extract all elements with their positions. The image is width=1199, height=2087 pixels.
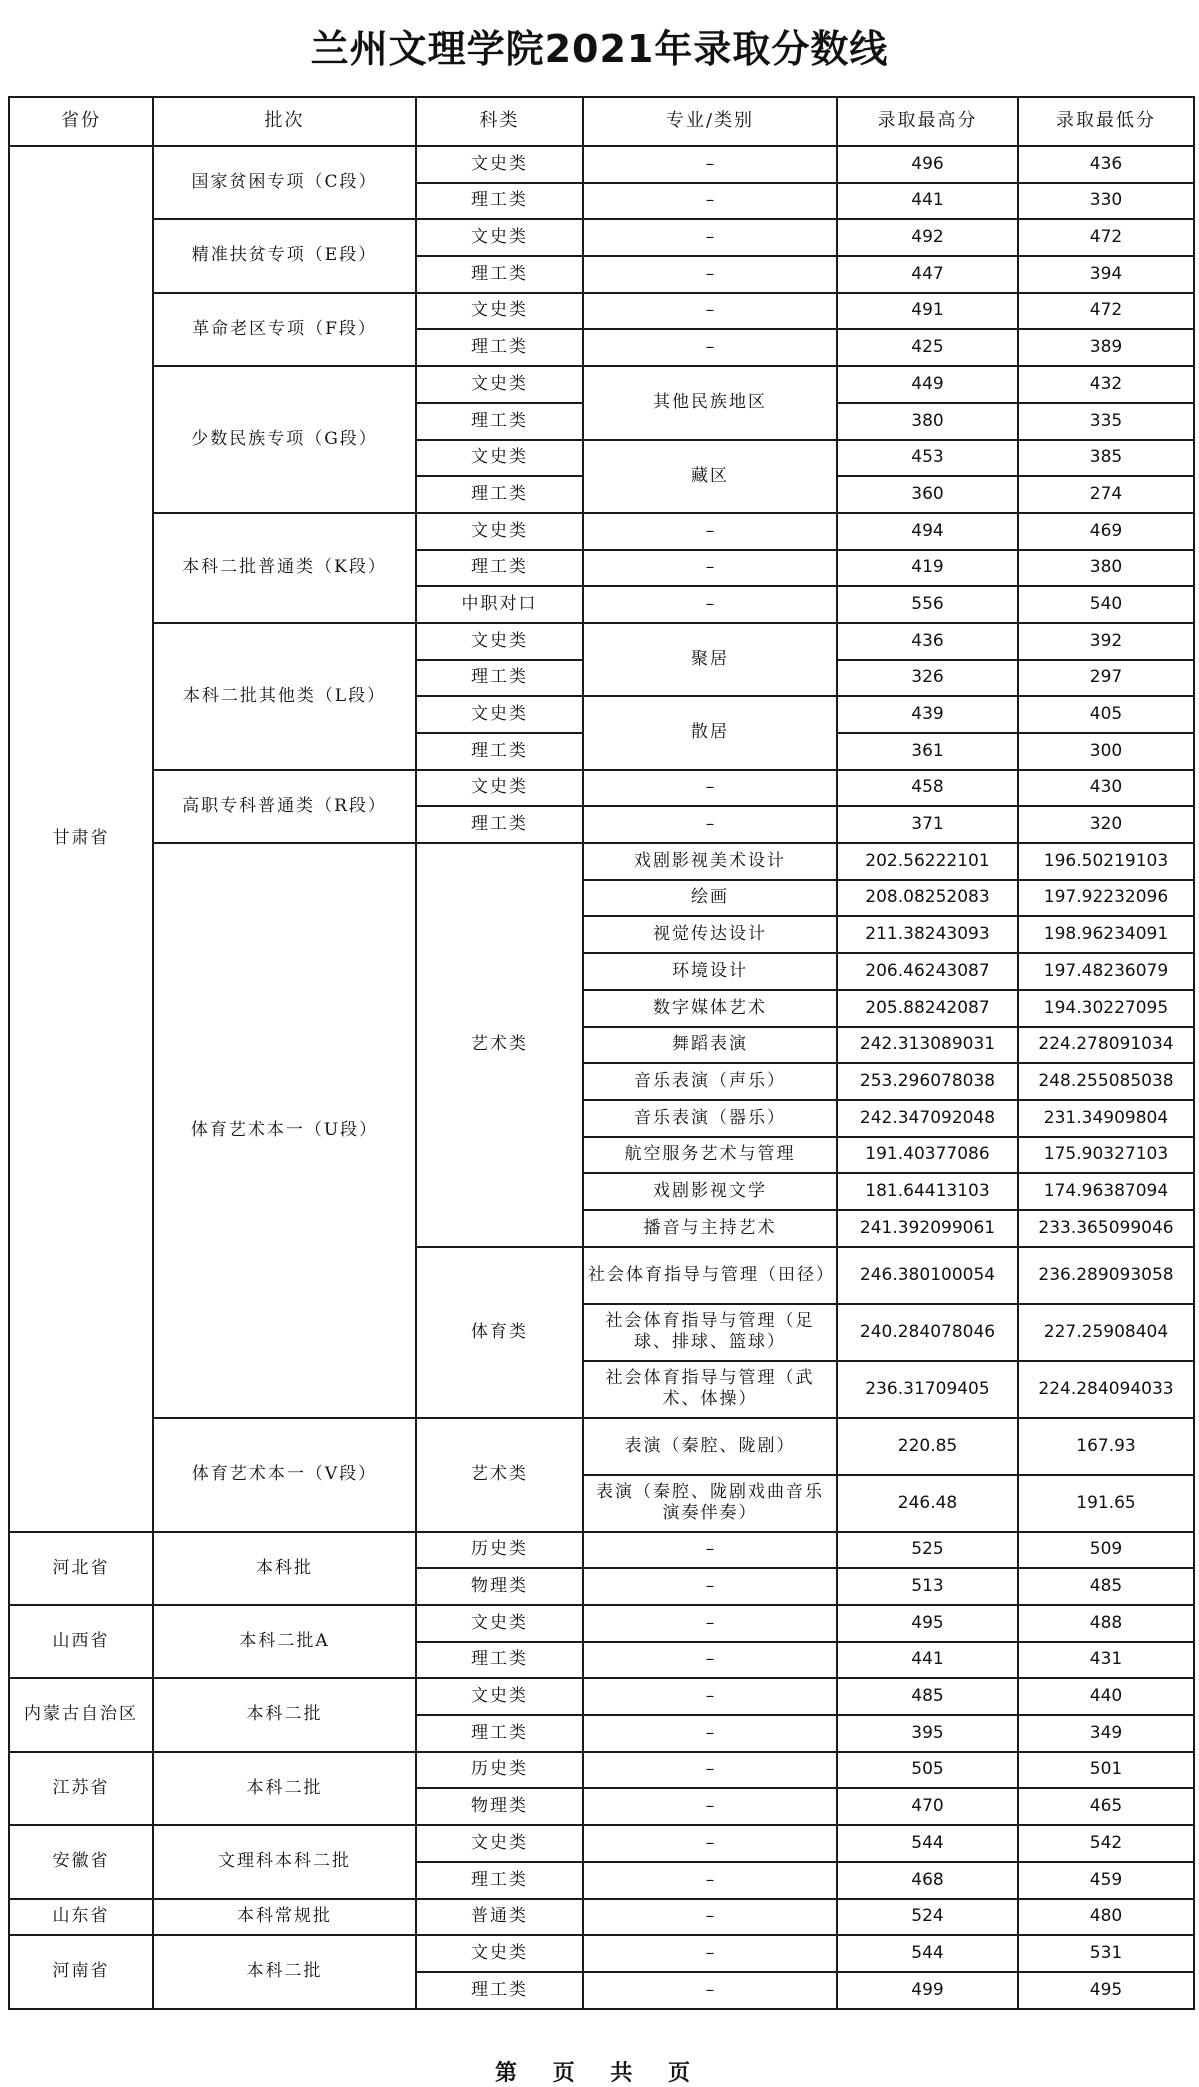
major-cell: 社会体育指导与管理（田径） (583, 1247, 837, 1304)
max-score-cell: 380 (837, 403, 1018, 440)
province-cell: 山西省 (9, 1605, 153, 1678)
table-row (9, 513, 1194, 550)
min-score-cell: 380 (1018, 550, 1194, 587)
category-cell: 文史类 (416, 623, 583, 660)
min-score-cell: 175.90327103 (1018, 1137, 1194, 1174)
category-cell: 理工类 (416, 733, 583, 770)
category-cell: 理工类 (416, 1972, 583, 2009)
table-row (9, 1418, 1194, 1475)
batch-cell: 体育艺术本一（V段） (153, 1418, 416, 1532)
major-cell: – (583, 1715, 837, 1752)
min-score-cell: 194.30227095 (1018, 990, 1194, 1027)
min-score-cell: 432 (1018, 366, 1194, 403)
max-score-cell: 371 (837, 806, 1018, 843)
major-cell: 视觉传达设计 (583, 916, 837, 953)
max-score-cell: 241.392099061 (837, 1210, 1018, 1247)
category-cell: 文史类 (416, 366, 583, 403)
min-score-cell: 167.93 (1018, 1418, 1194, 1475)
major-cell: 音乐表演（声乐） (583, 1063, 837, 1100)
max-score-cell: 485 (837, 1678, 1018, 1715)
table-row (9, 623, 1194, 660)
batch-cell: 本科二批 (153, 1678, 416, 1751)
major-cell: 舞蹈表演 (583, 1027, 837, 1064)
max-score-cell: 439 (837, 696, 1018, 733)
category-cell: 历史类 (416, 1752, 583, 1789)
max-score-cell: 240.284078046 (837, 1304, 1018, 1361)
admission-scores-table (8, 96, 1195, 2010)
max-score-cell: 253.296078038 (837, 1063, 1018, 1100)
major-cell: 航空服务艺术与管理 (583, 1137, 837, 1174)
province-cell: 甘肃省 (9, 146, 153, 1532)
max-score-cell: 242.313089031 (837, 1027, 1018, 1064)
max-score-cell: 246.380100054 (837, 1247, 1018, 1304)
min-score-cell: 459 (1018, 1862, 1194, 1899)
min-score-cell: 197.48236079 (1018, 953, 1194, 990)
major-cell: – (583, 1972, 837, 2009)
table-row (9, 1935, 1194, 1972)
category-cell: 文史类 (416, 219, 583, 256)
table-row (9, 843, 1194, 880)
max-score-cell: 544 (837, 1825, 1018, 1862)
batch-cell: 少数民族专项（G段） (153, 366, 416, 513)
major-cell: 绘画 (583, 880, 837, 917)
batch-cell: 精准扶贫专项（E段） (153, 219, 416, 292)
min-score-cell: 469 (1018, 513, 1194, 550)
max-score-cell: 458 (837, 770, 1018, 807)
table-row (9, 146, 1194, 183)
max-score-cell: 205.88242087 (837, 990, 1018, 1027)
category-cell: 文史类 (416, 1678, 583, 1715)
major-cell: – (583, 219, 837, 256)
major-cell: 聚居 (583, 623, 837, 696)
major-cell: – (583, 1935, 837, 1972)
province-cell: 内蒙古自治区 (9, 1678, 153, 1751)
min-score-cell: 389 (1018, 329, 1194, 366)
category-cell: 体育类 (416, 1247, 583, 1418)
category-cell: 文史类 (416, 696, 583, 733)
min-score-cell: 174.96387094 (1018, 1173, 1194, 1210)
max-score-cell: 556 (837, 586, 1018, 623)
major-cell: – (583, 586, 837, 623)
header-major: 专业/类别 (583, 97, 837, 146)
category-cell: 艺术类 (416, 1418, 583, 1532)
max-score-cell: 246.48 (837, 1475, 1018, 1532)
batch-cell: 文理科本科二批 (153, 1825, 416, 1898)
min-score-cell: 465 (1018, 1788, 1194, 1825)
category-cell: 理工类 (416, 806, 583, 843)
category-cell: 文史类 (416, 146, 583, 183)
major-cell: – (583, 293, 837, 330)
max-score-cell: 181.64413103 (837, 1173, 1018, 1210)
major-cell: – (583, 1862, 837, 1899)
min-score-cell: 480 (1018, 1899, 1194, 1936)
batch-cell: 体育艺术本一（U段） (153, 843, 416, 1418)
max-score-cell: 470 (837, 1788, 1018, 1825)
header-province: 省份 (9, 97, 153, 146)
table-row (9, 1752, 1194, 1789)
major-cell: – (583, 1788, 837, 1825)
max-score-cell: 361 (837, 733, 1018, 770)
min-score-cell: 300 (1018, 733, 1194, 770)
min-score-cell: 405 (1018, 696, 1194, 733)
province-cell: 山东省 (9, 1899, 153, 1936)
min-score-cell: 233.365099046 (1018, 1210, 1194, 1247)
max-score-cell: 513 (837, 1568, 1018, 1605)
min-score-cell: 440 (1018, 1678, 1194, 1715)
major-cell: 社会体育指导与管理（足球、排球、篮球） (583, 1304, 837, 1361)
major-cell: 戏剧影视文学 (583, 1173, 837, 1210)
max-score-cell: 499 (837, 1972, 1018, 2009)
category-cell: 文史类 (416, 513, 583, 550)
max-score-cell: 326 (837, 660, 1018, 697)
major-cell: – (583, 1605, 837, 1642)
major-cell: – (583, 146, 837, 183)
major-cell: – (583, 329, 837, 366)
category-cell: 文史类 (416, 1825, 583, 1862)
category-cell: 历史类 (416, 1532, 583, 1569)
category-cell: 理工类 (416, 1642, 583, 1679)
min-score-cell: 485 (1018, 1568, 1194, 1605)
min-score-cell: 430 (1018, 770, 1194, 807)
min-score-cell: 248.255085038 (1018, 1063, 1194, 1100)
max-score-cell: 468 (837, 1862, 1018, 1899)
major-cell: – (583, 550, 837, 587)
max-score-cell: 494 (837, 513, 1018, 550)
min-score-cell: 431 (1018, 1642, 1194, 1679)
major-cell: – (583, 1899, 837, 1936)
batch-cell: 高职专科普通类（R段） (153, 770, 416, 843)
min-score-cell: 495 (1018, 1972, 1194, 2009)
min-score-cell: 540 (1018, 586, 1194, 623)
table-header-row (9, 97, 1194, 146)
min-score-cell: 224.278091034 (1018, 1027, 1194, 1064)
header-batch: 批次 (153, 97, 416, 146)
max-score-cell: 544 (837, 1935, 1018, 1972)
major-cell: – (583, 806, 837, 843)
max-score-cell: 496 (837, 146, 1018, 183)
max-score-cell: 419 (837, 550, 1018, 587)
max-score-cell: 449 (837, 366, 1018, 403)
major-cell: 戏剧影视美术设计 (583, 843, 837, 880)
major-cell: – (583, 256, 837, 293)
province-cell: 河北省 (9, 1532, 153, 1605)
min-score-cell: 349 (1018, 1715, 1194, 1752)
batch-cell: 本科批 (153, 1532, 416, 1605)
major-cell: – (583, 183, 837, 220)
major-cell: 藏区 (583, 440, 837, 513)
min-score-cell: 335 (1018, 403, 1194, 440)
category-cell: 中职对口 (416, 586, 583, 623)
table-row (9, 366, 1194, 403)
max-score-cell: 441 (837, 1642, 1018, 1679)
min-score-cell: 436 (1018, 146, 1194, 183)
min-score-cell: 191.65 (1018, 1475, 1194, 1532)
major-cell: 社会体育指导与管理（武术、体操） (583, 1361, 837, 1418)
major-cell: 表演（秦腔、陇剧戏曲音乐演奏伴奏） (583, 1475, 837, 1532)
min-score-cell: 197.92232096 (1018, 880, 1194, 917)
category-cell: 理工类 (416, 329, 583, 366)
major-cell: 音乐表演（器乐） (583, 1100, 837, 1137)
min-score-cell: 236.289093058 (1018, 1247, 1194, 1304)
page-title: 兰州文理学院2021年录取分数线 (310, 27, 889, 71)
max-score-cell: 524 (837, 1899, 1018, 1936)
major-cell: 表演（秦腔、陇剧） (583, 1418, 837, 1475)
table-row (9, 1825, 1194, 1862)
min-score-cell: 320 (1018, 806, 1194, 843)
min-score-cell: 394 (1018, 256, 1194, 293)
min-score-cell: 509 (1018, 1532, 1194, 1569)
category-cell: 文史类 (416, 1935, 583, 1972)
category-cell: 理工类 (416, 1715, 583, 1752)
max-score-cell: 208.08252083 (837, 880, 1018, 917)
max-score-cell: 360 (837, 476, 1018, 513)
min-score-cell: 274 (1018, 476, 1194, 513)
table-row (9, 1605, 1194, 1642)
min-score-cell: 196.50219103 (1018, 843, 1194, 880)
max-score-cell: 436 (837, 623, 1018, 660)
min-score-cell: 385 (1018, 440, 1194, 477)
category-cell: 理工类 (416, 660, 583, 697)
table-row (9, 1678, 1194, 1715)
max-score-cell: 220.85 (837, 1418, 1018, 1475)
header-category: 科类 (416, 97, 583, 146)
category-cell: 理工类 (416, 476, 583, 513)
category-cell: 理工类 (416, 403, 583, 440)
batch-cell: 本科二批A (153, 1605, 416, 1678)
max-score-cell: 491 (837, 293, 1018, 330)
category-cell: 理工类 (416, 1862, 583, 1899)
min-score-cell: 231.34909804 (1018, 1100, 1194, 1137)
batch-cell: 本科二批 (153, 1935, 416, 2008)
header-min-score: 录取最低分 (1018, 97, 1194, 146)
min-score-cell: 472 (1018, 293, 1194, 330)
batch-cell: 本科常规批 (153, 1899, 416, 1936)
major-cell: – (583, 1568, 837, 1605)
min-score-cell: 198.96234091 (1018, 916, 1194, 953)
min-score-cell: 224.284094033 (1018, 1361, 1194, 1418)
category-cell: 文史类 (416, 770, 583, 807)
min-score-cell: 227.25908404 (1018, 1304, 1194, 1361)
category-cell: 理工类 (416, 183, 583, 220)
table-row (9, 1532, 1194, 1569)
table-row (9, 770, 1194, 807)
min-score-cell: 472 (1018, 219, 1194, 256)
max-score-cell: 492 (837, 219, 1018, 256)
major-cell: – (583, 513, 837, 550)
max-score-cell: 441 (837, 183, 1018, 220)
batch-cell: 革命老区专项（F段） (153, 293, 416, 366)
min-score-cell: 330 (1018, 183, 1194, 220)
category-cell: 艺术类 (416, 843, 583, 1247)
major-cell: 其他民族地区 (583, 366, 837, 439)
max-score-cell: 211.38243093 (837, 916, 1018, 953)
max-score-cell: 236.31709405 (837, 1361, 1018, 1418)
major-cell: 播音与主持艺术 (583, 1210, 837, 1247)
province-cell: 安徽省 (9, 1825, 153, 1898)
min-score-cell: 542 (1018, 1825, 1194, 1862)
major-cell: – (583, 770, 837, 807)
category-cell: 文史类 (416, 1605, 583, 1642)
max-score-cell: 495 (837, 1605, 1018, 1642)
max-score-cell: 242.347092048 (837, 1100, 1018, 1137)
category-cell: 理工类 (416, 550, 583, 587)
major-cell: 环境设计 (583, 953, 837, 990)
major-cell: – (583, 1678, 837, 1715)
max-score-cell: 395 (837, 1715, 1018, 1752)
min-score-cell: 297 (1018, 660, 1194, 697)
province-cell: 江苏省 (9, 1752, 153, 1825)
category-cell: 文史类 (416, 293, 583, 330)
max-score-cell: 505 (837, 1752, 1018, 1789)
header-max-score: 录取最高分 (837, 97, 1018, 146)
max-score-cell: 425 (837, 329, 1018, 366)
min-score-cell: 501 (1018, 1752, 1194, 1789)
province-cell: 河南省 (9, 1935, 153, 2008)
batch-cell: 国家贫困专项（C段） (153, 146, 416, 219)
batch-cell: 本科二批普通类（K段） (153, 513, 416, 623)
major-cell: 数字媒体艺术 (583, 990, 837, 1027)
table-row (9, 1899, 1194, 1936)
max-score-cell: 453 (837, 440, 1018, 477)
major-cell: – (583, 1532, 837, 1569)
min-score-cell: 488 (1018, 1605, 1194, 1642)
major-cell: – (583, 1752, 837, 1789)
min-score-cell: 392 (1018, 623, 1194, 660)
max-score-cell: 191.40377086 (837, 1137, 1018, 1174)
category-cell: 物理类 (416, 1568, 583, 1605)
table-row (9, 293, 1194, 330)
max-score-cell: 447 (837, 256, 1018, 293)
max-score-cell: 206.46243087 (837, 953, 1018, 990)
max-score-cell: 202.56222101 (837, 843, 1018, 880)
batch-cell: 本科二批 (153, 1752, 416, 1825)
max-score-cell: 525 (837, 1532, 1018, 1569)
batch-cell: 本科二批其他类（L段） (153, 623, 416, 770)
category-cell: 理工类 (416, 256, 583, 293)
category-cell: 文史类 (416, 440, 583, 477)
major-cell: – (583, 1825, 837, 1862)
min-score-cell: 531 (1018, 1935, 1194, 1972)
page-footer: 第 页 共 页 (495, 2060, 704, 2086)
major-cell: 散居 (583, 696, 837, 769)
category-cell: 普通类 (416, 1899, 583, 1936)
category-cell: 物理类 (416, 1788, 583, 1825)
major-cell: – (583, 1642, 837, 1679)
table-row (9, 219, 1194, 256)
